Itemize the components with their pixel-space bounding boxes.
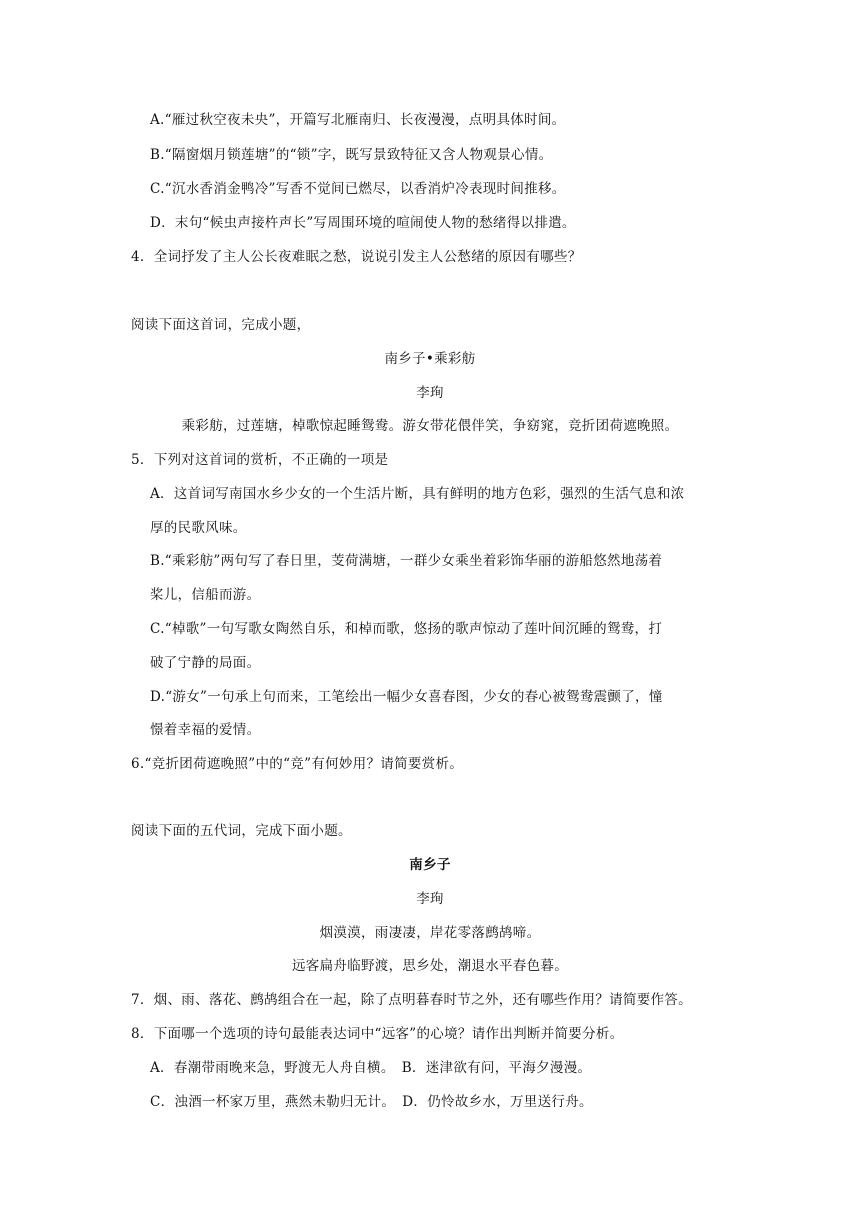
poem-author: 李珣: [416, 385, 444, 401]
q8-options-ab: A．春潮带雨晚来急，野渡无人舟自横。 B．迷津欲有问，平海夕漫漫。: [150, 1060, 592, 1076]
poem2-author: 李珣: [416, 891, 444, 907]
question-5: 5．下列对这首词的赏析，不正确的一项是: [131, 452, 389, 468]
option-c: C.“沉水香消金鸭冷”写香不觉间已燃尽，以香消炉冷表现时间推移。: [150, 181, 566, 197]
poem-text: 乘彩舫，过莲塘，棹歌惊起睡鸳鸯。游女带花偎伴笑，争窈窕，竞折团荷遮晚照。: [181, 418, 679, 434]
poem2-line2: 远客扁舟临野渡，思乡处，潮退水平春色暮。: [292, 958, 568, 974]
poem-title: 南乡子•乘彩舫: [384, 351, 476, 367]
q5-option-b-line2: 桨儿，信船而游。: [150, 587, 261, 603]
option-b: B.“隔窗烟月锁莲塘”的“锁”字，既写景致特征又含人物观景心情。: [150, 147, 553, 163]
section2-intro: 阅读下面这首词，完成小题，: [131, 317, 311, 333]
question-6: 6.“竞折团荷遮晚照”中的“竞”有何妙用？请简要赏析。: [131, 756, 464, 772]
q5-option-c-line1: C.“棹歌”一句写歌女陶然自乐，和棹而歌，悠扬的歌声惊动了莲叶间沉睡的鸳鸯，打: [150, 621, 663, 637]
q8-options-cd: C．浊酒一杯家万里，燕然未勒归无计。 D．仍怜故乡水，万里送行舟。: [150, 1094, 593, 1110]
question-4: 4．全词抒发了主人公长夜难眠之愁，说说引发主人公愁绪的原因有哪些？: [131, 249, 582, 265]
poem2-line1: 烟漠漠，雨凄凄，岸花零落鹧鸪啼。: [319, 925, 541, 941]
q5-option-a-line1: A．这首词写南国水乡少女的一个生活片断，具有鲜明的地方色彩，强烈的生活气息和浓: [150, 486, 685, 502]
option-d: D．末句“候虫声接杵声长”写周围环境的喧闹使人物的愁绪得以排遣。: [150, 215, 576, 231]
q5-option-b-line1: B.“乘彩舫”两句写了春日里，芰荷满塘，一群少女乘坐着彩饰华丽的游船悠然地荡着: [150, 553, 663, 569]
q5-option-d-line2: 憬着幸福的爱情。: [150, 722, 261, 738]
q5-option-c-line2: 破了宁静的局面。: [150, 655, 261, 671]
question-8: 8．下面哪一个选项的诗句最能表达词中“远客”的心境？请作出判断并简要分析。: [131, 1026, 624, 1042]
q5-option-d-line1: D.“游女”一句承上句而来，工笔绘出一幅少女喜春图，少女的春心被鸳鸯震颤了，憧: [150, 689, 663, 705]
section3-intro: 阅读下面的五代词，完成下面小题。: [131, 823, 352, 839]
question-7: 7．烟、雨、落花、鹧鸪组合在一起，除了点明暮春时节之外，还有哪些作用？请简要作答。: [131, 992, 692, 1008]
poem2-title: 南乡子: [409, 857, 451, 873]
q5-option-a-line2: 厚的民歌风味。: [150, 520, 247, 536]
option-a: A.“雁过秋空夜未央”，开篇写北雁南归、长夜漫漫，点明具体时间。: [150, 112, 566, 128]
